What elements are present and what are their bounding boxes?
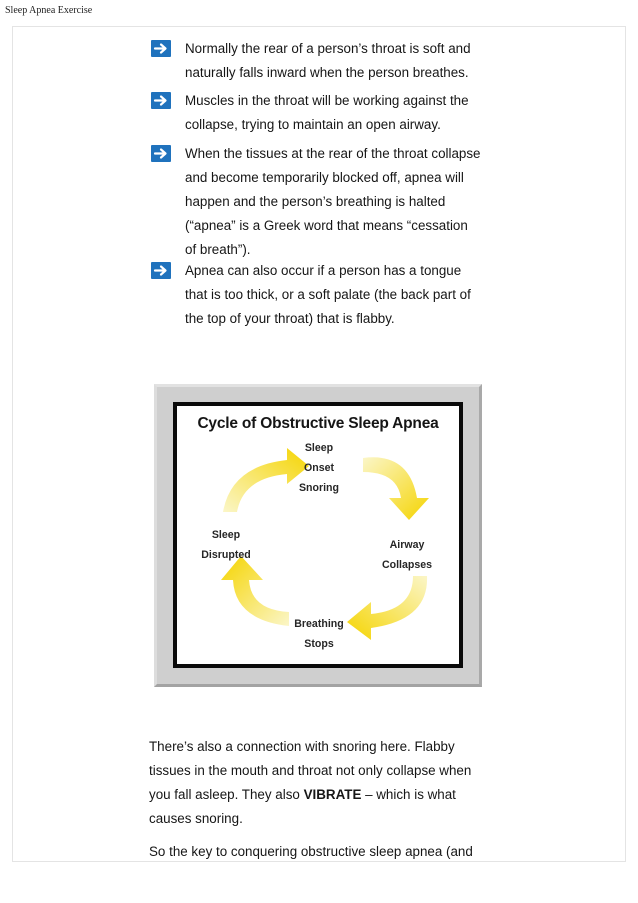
bullet-text: Normally the rear of a person’s throat is soft and naturally falls inward when the person breathes. — [185, 41, 471, 80]
step-sleep-disrupted: Sleep Disrupted — [201, 529, 251, 561]
arrow-right-icon — [151, 262, 171, 279]
bullet-text: When the tissues at the rear of the throat collapse and become temporarily blocked off, apnea will happen and the person’s breathing is halted (“apnea” is a Greek word that means “cessation of breath”). — [185, 146, 481, 257]
key-paragraph: So the key to conquering obstructive sleep apnea (and — [149, 844, 473, 859]
arrow-right-icon — [151, 40, 171, 57]
arrow-right-icon — [151, 145, 171, 162]
cycle-arrow-top-right — [363, 457, 429, 520]
arrow-right-icon — [151, 92, 171, 109]
step-breathing-stops: Breathing Stops — [294, 618, 344, 650]
bullet-text: Muscles in the throat will be working against the collapse, trying to maintain an open airway. — [185, 93, 469, 132]
cycle-figure — [154, 384, 482, 687]
cycle-diagram — [173, 402, 463, 668]
running-header: Sleep Apnea Exercise — [5, 5, 93, 16]
snoring-paragraph: There’s also a connection with snoring here. Flabby tissues in the mouth and throat not only collapse when you fall asleep. They also VIBRATE – which is what causes snoring. — [149, 739, 472, 826]
bullet-text: Apnea can also occur if a person has a tongue that is too thick, or a soft palate (the back part of the top of your throat) that is flabby. — [185, 263, 471, 326]
step-sleep-onset: Sleep Onset Snoring — [298, 442, 340, 494]
figure-title: Cycle of Obstructive Sleep Apnea — [197, 415, 439, 432]
step-airway-collapses: Airway Collapses — [381, 539, 433, 571]
vibrate-emphasis: VIBRATE — [303, 787, 362, 802]
cycle-arrow-bottom-right — [347, 576, 427, 640]
